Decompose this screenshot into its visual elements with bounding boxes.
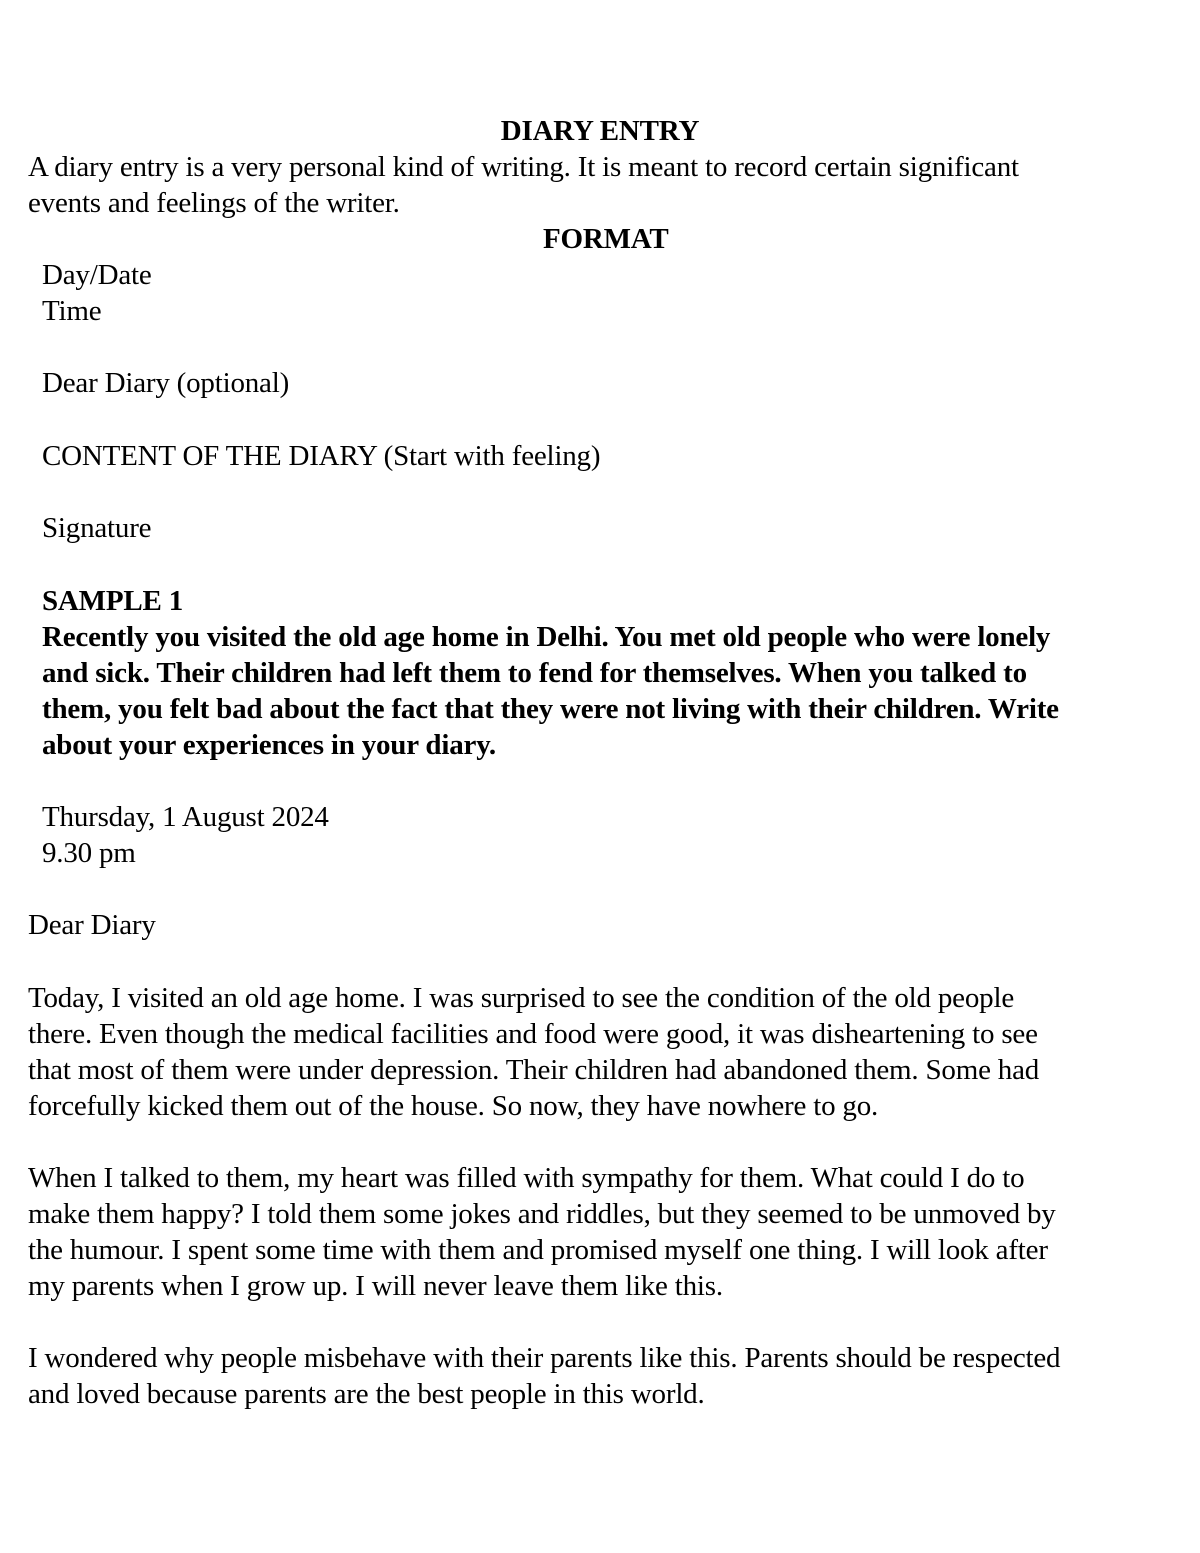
paragraph-line: I wondered why people misbehave with their parents like this. Parents should be respected: [28, 1342, 1061, 1374]
document-title: DIARY ENTRY: [500, 115, 700, 147]
paragraph-line: When I talked to them, my heart was filled with sympathy for them. What could I do to: [28, 1162, 1025, 1194]
paragraph-line: and loved because parents are the best people in this world.: [28, 1378, 705, 1410]
paragraph-line: my parents when I grow up. I will never leave them like this.: [28, 1270, 723, 1302]
sample-question-line: and sick. Their children had left them to fend for themselves. When you talked to: [42, 657, 1027, 689]
paragraph-line: forcefully kicked them out of the house. So now, they have nowhere to go.: [28, 1090, 879, 1122]
format-item-signature: Signature: [42, 512, 152, 544]
sample-question-line: them, you felt bad about the fact that they were not living with their children. Write: [42, 693, 1059, 725]
paragraph-line: there. Even though the medical facilities and food were good, it was disheartening to see: [28, 1018, 1038, 1050]
sample-question-line: Recently you visited the old age home in Delhi. You met old people who were lonely: [42, 621, 1051, 653]
sample-heading: SAMPLE 1: [42, 585, 183, 617]
format-item-content: CONTENT OF THE DIARY (Start with feeling): [42, 440, 601, 472]
paragraph-line: that most of them were under depression. Their children had abandoned them. Some had: [28, 1054, 1040, 1086]
format-item-dear-diary: Dear Diary (optional): [42, 367, 290, 399]
paragraph-line: Today, I visited an old age home. I was surprised to see the condition of the old people: [28, 982, 1014, 1014]
entry-date: Thursday, 1 August 2024: [42, 801, 329, 833]
sample-question-line: about your experiences in your diary.: [42, 729, 496, 761]
format-heading: FORMAT: [543, 223, 669, 255]
format-item-day-date: Day/Date: [42, 259, 152, 291]
intro-line: A diary entry is a very personal kind of writing. It is meant to record certain significant: [28, 151, 1019, 183]
entry-salutation: Dear Diary: [28, 909, 156, 941]
entry-time: 9.30 pm: [42, 837, 136, 869]
format-item-time: Time: [42, 295, 102, 327]
paragraph-line: the humour. I spent some time with them and promised myself one thing. I will look after: [28, 1234, 1048, 1266]
paragraph-line: make them happy? I told them some jokes and riddles, but they seemed to be unmoved by: [28, 1198, 1056, 1230]
intro-line: events and feelings of the writer.: [28, 187, 400, 219]
